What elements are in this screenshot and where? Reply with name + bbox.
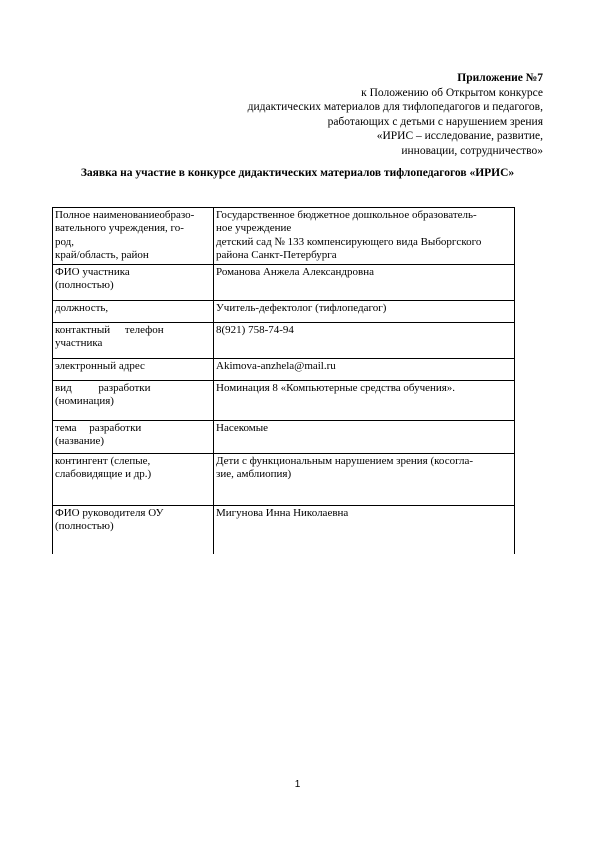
appendix-header [248, 71, 543, 158]
value-line: Насекомые [216, 422, 269, 434]
appendix-line: работающих с детьми с нарушением зрения [327, 115, 543, 128]
value-line: района Санкт-Петербурга [216, 249, 337, 262]
row-value-contingent [214, 454, 515, 506]
table-row [53, 454, 515, 506]
row-value-email [214, 359, 515, 381]
row-label-topic [53, 421, 214, 454]
row-label-position [53, 301, 214, 323]
table-row [53, 381, 515, 421]
label-line: слабовидящие и др.) [55, 468, 152, 481]
label-line: вид разработки [55, 382, 151, 394]
label-line: (название) [55, 435, 105, 448]
table-row [53, 265, 515, 301]
value-line: Номинация 8 «Компьютерные средства обучения». [216, 382, 456, 394]
label-line: (полностью) [55, 520, 114, 533]
table-row [53, 359, 515, 381]
label-line: электронный адрес [55, 360, 145, 372]
table-row [53, 208, 515, 265]
appendix-line: дидактических материалов для тифлопедагогов и педагогов, [247, 101, 543, 113]
row-label-contingent [53, 454, 214, 506]
row-label-nomination [53, 381, 214, 421]
value-line: Мигунова Инна Николаевна [216, 507, 349, 519]
label-line: должность, [55, 302, 109, 314]
page-number: 1 [294, 779, 301, 790]
label-line: участника [55, 337, 103, 350]
label-line: Полное наименованиеобразо- [55, 209, 195, 221]
table-row [53, 301, 515, 323]
value-line: детский сад № 133 компенсирующего вида Выборгского [216, 235, 482, 248]
label-line: ФИО руководителя ОУ [55, 507, 164, 519]
row-value-institution [214, 208, 515, 265]
label-line: ФИО участника [55, 266, 130, 278]
row-label-head [53, 506, 214, 554]
value-line: зие, амблиопия) [216, 468, 292, 481]
value-line: Государственное бюджетное дошкольное образователь- [216, 209, 477, 221]
label-line: контактный телефон [55, 324, 164, 336]
table-row [53, 421, 515, 454]
table-row [53, 506, 515, 554]
value-line: Учитель-дефектолог (тифлопедагог) [216, 302, 387, 314]
label-line: (номинация) [55, 395, 114, 408]
row-value-nomination [214, 381, 515, 421]
appendix-line: «ИРИС – исследование, развитие, [376, 130, 543, 142]
appendix-title: Приложение №7 [457, 72, 543, 84]
value-line: Романова Анжела Александровна [216, 266, 374, 278]
row-value-participant [214, 265, 515, 301]
label-line: край/область, район [55, 249, 149, 262]
appendix-line: к Положению об Открытом конкурсе [361, 86, 543, 99]
row-label-phone [53, 323, 214, 359]
row-label-institution [53, 208, 214, 265]
row-label-participant [53, 265, 214, 301]
row-value-head [214, 506, 515, 554]
table-row [53, 323, 515, 359]
value-line: Akimova-anzhela@mail.ru [216, 360, 336, 372]
appendix-line: инновации, сотрудничество» [401, 144, 543, 157]
label-line: вательного учреждения, го- [55, 222, 184, 235]
label-line: род, [55, 235, 75, 248]
row-value-position [214, 301, 515, 323]
label-line: (полностью) [55, 279, 114, 292]
row-label-email [53, 359, 214, 381]
application-form-table [52, 207, 515, 554]
row-value-topic [214, 421, 515, 454]
label-line: контингент (слепые, [55, 455, 151, 467]
label-line: тема разработки [55, 422, 142, 434]
value-line: 8(921) 758-74-94 [216, 324, 294, 336]
value-line: ное учреждение [216, 222, 292, 235]
row-value-phone [214, 323, 515, 359]
document-title: Заявка на участие в конкурсе дидактических материалов тифлопедагогов «ИРИС» [80, 167, 515, 179]
value-line: Дети с функциональным нарушением зрения (косогла- [216, 455, 474, 467]
